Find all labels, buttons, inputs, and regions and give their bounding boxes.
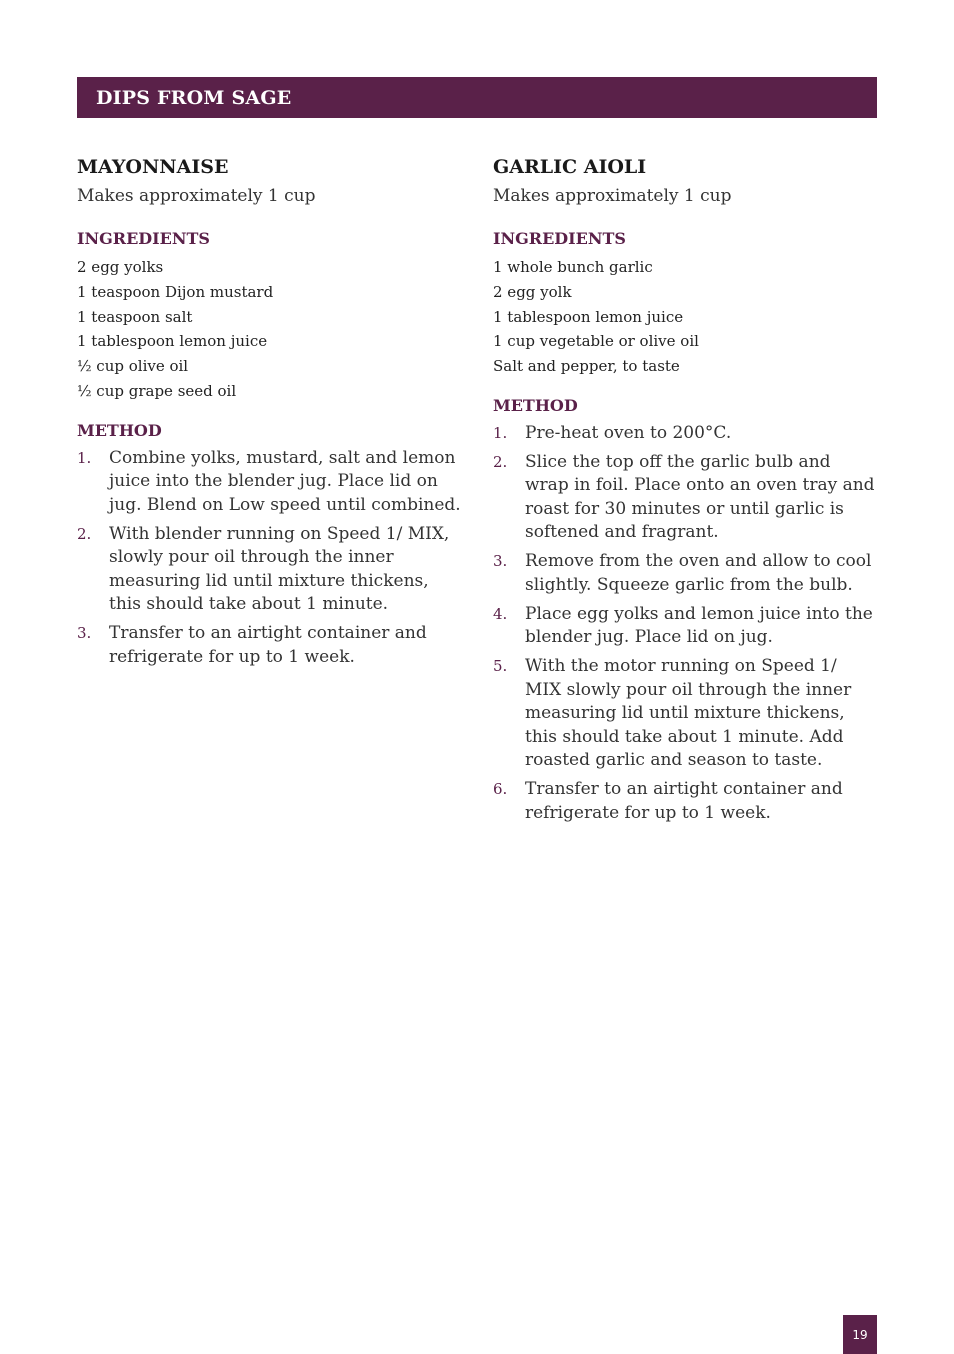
method-step [493,451,877,545]
recipe-mayonnaise [77,152,462,675]
page-number: 19 [852,1327,868,1342]
recipe-garlic-aioli [493,152,877,831]
step-number: 3. [77,624,92,643]
step-text: With blender running on Speed 1/ MIX, slowly pour oil through the inner measuring lid until mixture thickens, this should take about 1 minute. [109,523,450,615]
method-heading: METHOD [77,420,162,440]
method-steps [77,447,462,670]
method-step [77,523,462,617]
step-text: Pre-heat oven to 200°C. [525,422,732,443]
ingredient-item: 2 egg yolk [493,282,572,301]
section-title: DIPS FROM SAGE [96,86,292,109]
step-text: Combine yolks, mustard, salt and lemon juice into the blender jug. Place lid on jug. Blend on Low speed until combined. [109,447,461,515]
method-heading: METHOD [493,395,578,415]
method-step [77,622,462,669]
method-step [493,655,877,773]
recipe-yield: Makes approximately 1 cup [493,186,732,206]
ingredient-item: 1 tablespoon lemon juice [77,332,268,351]
step-text: Remove from the oven and allow to cool slightly. Squeeze garlic from the bulb. [525,551,872,595]
step-number: 2. [77,524,92,543]
method-step [77,447,462,518]
ingredient-item: 1 whole bunch garlic [493,258,653,276]
ingredient-item: Salt and pepper, to taste [493,357,680,376]
step-number: 1. [493,423,508,442]
ingredients-list [77,255,462,404]
page-number-badge [843,1315,877,1354]
ingredient-item: 2 egg yolks [77,258,164,276]
ingredient-item: 1 cup vegetable or olive oil [493,332,699,351]
step-number: 5. [493,657,508,676]
step-number: 4. [493,604,508,623]
ingredient-item: 1 tablespoon lemon juice [493,307,684,326]
recipe-yield: Makes approximately 1 cup [77,186,316,206]
method-step [493,550,877,597]
step-number: 1. [77,448,92,467]
step-number: 2. [493,452,508,471]
ingredient-item: 1 teaspoon Dijon mustard [77,282,274,301]
recipe-title: GARLIC AIOLI [493,156,647,178]
ingredient-item: ½ cup olive oil [77,357,189,376]
method-step [493,422,877,446]
ingredient-item: ½ cup grape seed oil [77,381,237,400]
step-number: 3. [493,552,508,571]
section-banner [77,77,877,118]
method-step [493,778,877,825]
ingredient-item: 1 teaspoon salt [77,307,193,326]
step-text: Place egg yolks and lemon juice into the blender jug. Place lid on jug. [525,603,873,648]
recipe-title: MAYONNAISE [77,156,229,178]
step-number: 6. [493,780,508,799]
step-text: With the motor running on Speed 1/ MIX slowly pour oil through the inner measuring lid until mixture thickens, this should take about 1 minute. Add roasted garlic and season to taste. [525,656,852,771]
method-step [493,603,877,650]
ingredients-list [493,255,877,379]
method-steps [493,422,877,826]
step-text: Transfer to an airtight container and refrigerate for up to 1 week. [109,623,427,667]
step-text: Slice the top off the garlic bulb and wrap in foil. Place onto an oven tray and roast for 30 minutes or until garlic is softened and fragrant. [525,451,875,543]
ingredients-heading: INGREDIENTS [493,229,626,248]
ingredients-heading: INGREDIENTS [77,229,210,248]
step-text: Transfer to an airtight container and refrigerate for up to 1 week. [525,779,843,823]
